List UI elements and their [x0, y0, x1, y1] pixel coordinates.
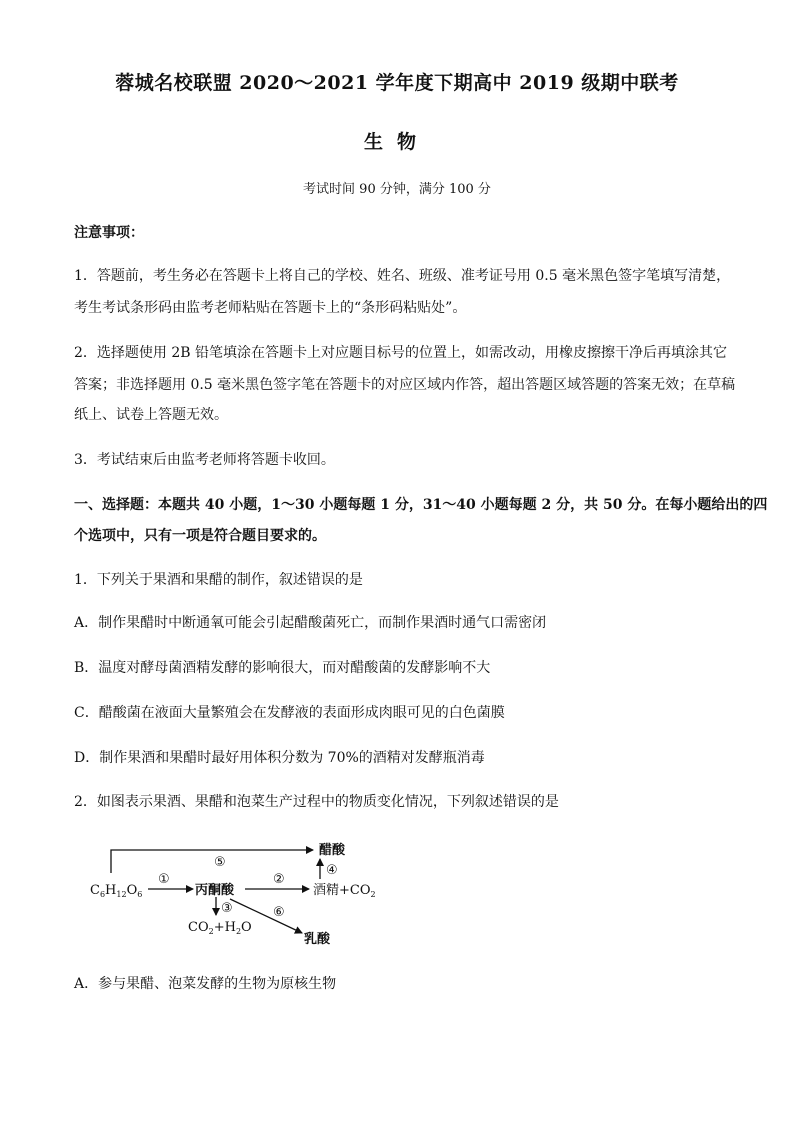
node-pyruvate: 丙酮酸 — [195, 883, 235, 898]
subject-title: 生物 — [363, 131, 430, 153]
notice-item-2-line-1: 2．选择题使用 2B 铅笔填涂在答题卡上对应题目标号的位置上，如需改动，用橡皮擦擦干净后再填涂其它 — [74, 345, 728, 361]
label-step-6: ⑥ — [273, 905, 285, 920]
notice-item-2-line-3: 纸上、试卷上答题无效。 — [74, 407, 228, 423]
fermentation-pathway-diagram — [88, 833, 388, 951]
section-heading-line-2: 个选项中，只有一项是符合题目要求的。 — [74, 528, 326, 544]
label-step-4: ④ — [326, 863, 338, 878]
notice-item-1-line-2: 考生考试条形码由监考老师粘贴在答题卡上的“条形码粘贴处”。 — [74, 300, 467, 316]
question-1-option-d: D．制作果酒和果醋时最好用体积分数为 70%的酒精对发酵瓶消毒 — [74, 750, 485, 766]
label-step-3: ③ — [221, 901, 233, 916]
question-2-option-a: A．参与果醋、泡菜发酵的生物为原核生物 — [74, 976, 337, 992]
notice-item-2-line-2: 答案；非选择题用 0.5 毫米黑色签字笔在答题卡的对应区域内作答，超出答题区域答题的答案无效；在草稿 — [74, 377, 736, 393]
section-heading-line-1: 一、选择题：本题共 40 小题，1～30 小题每题 1 分，31～40 小题每题 2 分，共 50 分。在每小题给出的四 — [74, 497, 768, 513]
label-step-2: ② — [273, 872, 285, 887]
exam-time-info: 考试时间 90 分钟，满分 100 分 — [303, 182, 491, 197]
question-1-option-a: A．制作果醋时中断通氧可能会引起醋酸菌死亡，而制作果酒时通气口需密闭 — [74, 615, 547, 631]
question-2-stem: 2．如图表示果酒、果醋和泡菜生产过程中的物质变化情况，下列叙述错误的是 — [74, 794, 559, 810]
node-co2-h2o: $CO_2+H_2O$ — [188, 920, 252, 936]
arrow-step-5 — [111, 850, 313, 873]
node-glucose: $C_6H_{12}O_6$ — [90, 883, 143, 899]
node-ethanol-co2: 酒精$+CO_2$ — [313, 883, 376, 899]
notice-heading: 注意事项： — [74, 225, 144, 241]
exam-title: 蓉城名校联盟 2020～2021 学年度下期高中 2019 级期中联考 — [115, 72, 679, 94]
node-lactic-acid: 乳酸 — [304, 932, 331, 947]
label-step-1: ① — [158, 872, 170, 887]
question-1-option-b: B．温度对酵母菌酒精发酵的影响很大，而对醋酸菌的发酵影响不大 — [74, 660, 491, 676]
notice-item-1-line-1: 1．答题前，考生务必在答题卡上将自己的学校、姓名、班级、准考证号用 0.5 毫米黑色签字笔填写清楚， — [74, 268, 731, 284]
label-step-5: ⑤ — [214, 855, 226, 870]
pathway-svg — [88, 833, 388, 951]
question-1-option-c: C．醋酸菌在液面大量繁殖会在发酵液的表面形成肉眼可见的白色菌膜 — [74, 705, 505, 721]
node-acetic-acid: 醋酸 — [319, 843, 346, 858]
notice-item-3: 3．考试结束后由监考老师将答题卡收回。 — [74, 452, 335, 468]
question-1-stem: 1．下列关于果酒和果醋的制作，叙述错误的是 — [74, 572, 363, 588]
